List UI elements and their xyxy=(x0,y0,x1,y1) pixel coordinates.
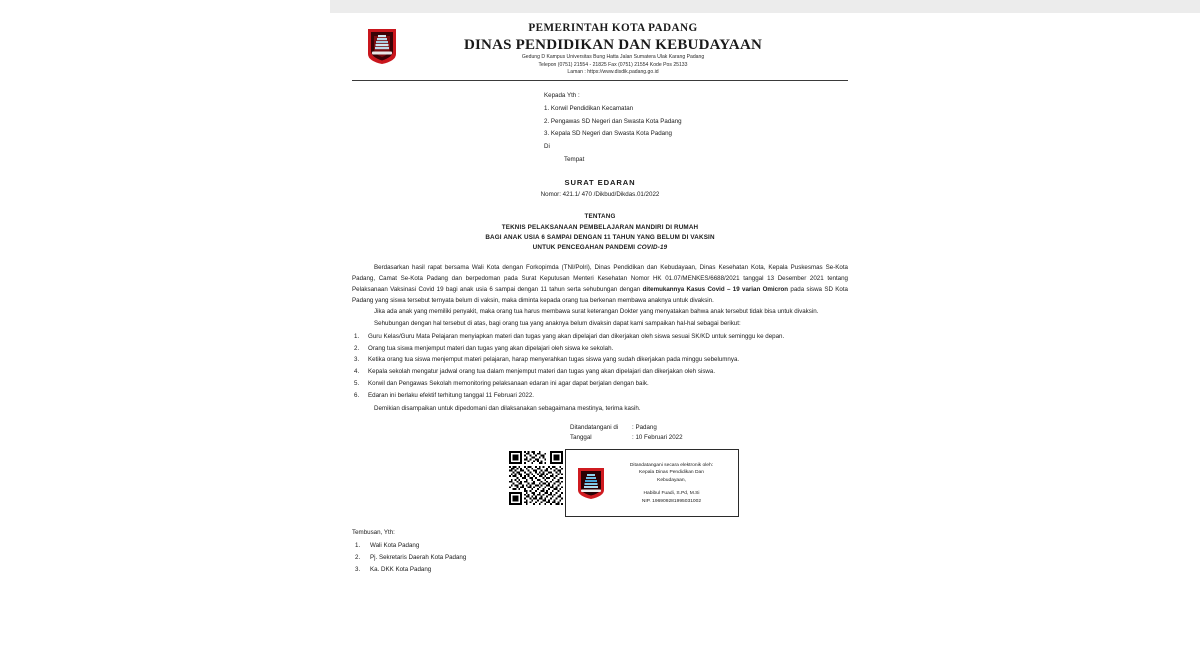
body-paragraph-1 xyxy=(352,263,848,306)
letterhead-divider xyxy=(352,80,848,81)
body-paragraph-2: Jika ada anak yang memiliki penyakit, maka orang tua harus membawa surat keterangan Dokter yang menyatakan bahwa anak tersebut tidak bisa untuk divaksin. xyxy=(374,308,819,316)
address-line: Gedung D Kampus Universitas Bung Hatta Jalan Sumatera Ulak Karang Padang xyxy=(521,54,705,60)
qr-code-icon xyxy=(509,451,563,505)
cc-block xyxy=(352,527,848,575)
signature-meta xyxy=(352,423,848,443)
cc-list xyxy=(352,540,848,576)
letter-page xyxy=(330,13,870,650)
addressee-item: 3. Kepala SD Negeri dan Swasta Kota Padang xyxy=(544,130,672,138)
addressee-block xyxy=(352,90,848,166)
signature-place-label: Ditandatangani di xyxy=(570,424,619,432)
addressee-item: 1. Korwil Pendidikan Kecamatan xyxy=(544,104,634,112)
list-item: Kepala sekolah mengatur jadwal orang tua dalam menjemput materi dan tugas yang akan dipelajari dan dikerjakan oleh siswa. xyxy=(368,368,716,376)
signature-date-label: Tanggal xyxy=(570,434,592,442)
addressee-di: Di xyxy=(544,143,550,151)
tentang-label: TENTANG xyxy=(584,213,616,221)
signature-place-row xyxy=(570,423,848,433)
subject-line-1: TEKNIS PELAKSANAAN PEMBELAJARAN MANDIRI DI RUMAH xyxy=(501,223,699,231)
addressee-tempat: Tempat xyxy=(564,155,585,163)
subject-block xyxy=(352,212,848,253)
viewer-toolbar-band xyxy=(330,0,1200,13)
signature-place-value: : Padang xyxy=(632,424,657,432)
closing-paragraph: Demikian disampaikan untuk dipedomani dan dilaksanakan sebagaimana mestinya, terima kasih. xyxy=(374,404,641,412)
cc-item: Wali Kota Padang xyxy=(370,541,420,549)
list-item: Guru Kelas/Guru Mata Pelajaran menyiapkan materi dan tugas yang akan dipelajari dan dikerjakan oleh siswa sesuai SK/KD untuk seminggu ke depan. xyxy=(368,332,785,340)
cc-heading: Tembusan, Yth: xyxy=(352,529,395,537)
list-item: Orang tua siswa menjemput materi dan tugas yang akan dipelajari oleh siswa ke sekolah. xyxy=(368,344,614,352)
signer-name: Habibul Fuadi, S.Pd, M.Si xyxy=(643,490,700,496)
esign-line-1: Ditandatangani secara elektronik oleh: xyxy=(629,462,714,468)
padang-city-emblem-icon xyxy=(366,27,398,65)
addressee-heading: Kepada Yth : xyxy=(544,92,580,100)
website-line: Laman : https://www.disdik.padang.go.id xyxy=(567,69,659,76)
signature-date-value: : 10 Februari 2022 xyxy=(632,434,683,442)
department-name: DINAS PENDIDIKAN DAN KEBUDAYAAN xyxy=(463,37,763,53)
electronic-signature-box xyxy=(565,449,739,517)
subject-line-3 xyxy=(352,243,848,253)
list-item: Ketika orang tua siswa menjemput materi pelajaran, harap menyerahkan tugas siswa yang sudah dikerjakan pada minggu sebelumnya. xyxy=(368,356,740,364)
para1-emphasis: ditemukannya Kasus Covid – 19 varian Omicron xyxy=(642,285,789,293)
covid-label: COVID-19 xyxy=(637,243,668,251)
addressee-item: 2. Pengawas SD Negeri dan Swasta Kota Padang xyxy=(544,117,682,125)
body-paragraph-3: Sehubungan dengan hal tersebut di atas, bagi orang tua yang anaknya belum divaksin dapat kami sampaikan hal-hal sebagai berikut: xyxy=(374,320,741,328)
government-name: PEMERINTAH KOTA PADANG xyxy=(528,22,698,34)
signature-emblem-icon xyxy=(566,466,611,500)
para1-part1: Berdasarkan hasil rapat bersama Wali Kota dengan Forkopimda (TNI/Polri), Dinas Pendidikan dan Kebudayaan, Dinas Kesehatan Kota, Kepala Puskesmas Se-Kota Padang, Camat Se-Kota Padang dan berpedoman pada Surat Keputusan Menteri Kesehatan Nomor HK 01.07/MENKES/6688/2021 tanggal 13 Desember 2021 tentang Pelaksanaan Vaksinasi Covid 19 bagi anak usia 6 sampai dengan 11 tahun serta sehubungan dengan xyxy=(352,264,848,293)
cc-item: Ka. DKK Kota Padang xyxy=(370,565,432,573)
document-number: Nomor: 421.1/ 470 /Dikbud/Dikdas.01/2022 xyxy=(540,191,660,199)
para1-part2: pada siswa SD Kota Padang yang siswa tersebut ternyata belum di vaksin, maka diminta kepada orang tua berkenan membawa anaknya untuk divaksin. xyxy=(352,285,848,304)
letterhead xyxy=(352,21,848,77)
list-item: Edaran ini berlaku efektif terhitung tanggal 11 Februari 2022. xyxy=(368,391,535,399)
phone-line: Telepon (0751) 21554 - 21825 Fax (0751) 21554 Kode Pos 25133 xyxy=(538,61,688,68)
document-title: SURAT EDARAN xyxy=(564,178,636,188)
title-block xyxy=(352,178,848,253)
signature-area xyxy=(352,449,848,519)
subject-line-3-text: UNTUK PENCEGAHAN PANDEMI xyxy=(532,243,638,251)
esign-line-3: Kebudayaan, xyxy=(657,478,686,484)
list-item: Korwil dan Pengawas Sekolah memonitoring pelaksanaan edaran ini agar dapat berjalan dengan baik. xyxy=(368,379,649,387)
cc-item: Pj. Sekretaris Daerah Kota Padang xyxy=(370,553,467,561)
signer-nip: NIP. 196909281995031002 xyxy=(641,498,702,504)
signature-date-row xyxy=(570,433,848,443)
esign-line-2: Kepala Dinas Pendidikan Dan xyxy=(639,470,704,476)
numbered-list xyxy=(352,332,848,402)
letter-body xyxy=(352,263,848,414)
subject-line-2: BAGI ANAK USIA 6 SAMPAI DENGAN 11 TAHUN YANG BELUM DI VAKSIN xyxy=(485,233,715,241)
signature-text-block xyxy=(611,462,738,506)
